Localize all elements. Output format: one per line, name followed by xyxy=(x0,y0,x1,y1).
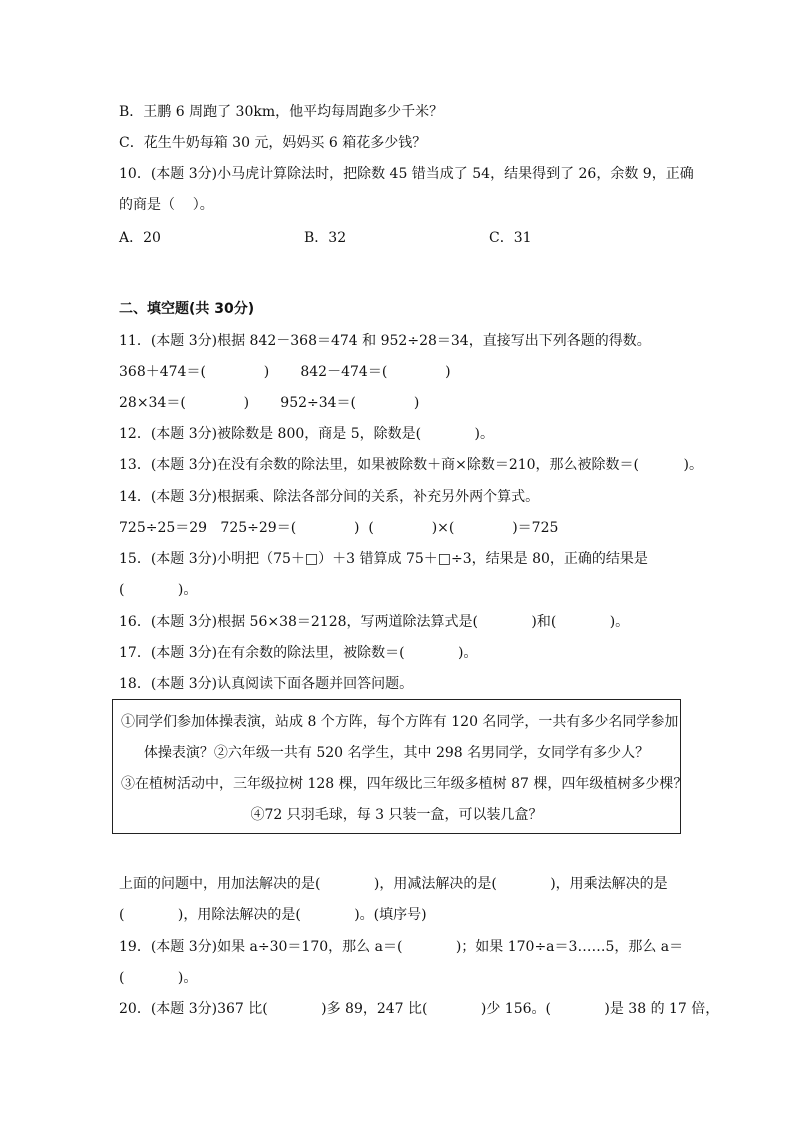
q15-line-1: 15．(本题 3分)小明把（75＋□）＋3 错算成 75＋□÷3，结果是 80，正确的结果是 xyxy=(119,551,648,567)
section-2-title: 二、填空题(共 30分) xyxy=(119,301,255,317)
q11-line-3: 28×34＝( ) 952÷34＝( ) xyxy=(119,395,420,411)
q11-line-2: 368＋474＝( ) 842－474＝( ) xyxy=(119,364,451,380)
q10-line-2: 的商是（ ）。 xyxy=(119,197,214,213)
q18-box-line-2: 体操表演？②六年级一共有 520 名学生，其中 298 名男同学，女同学有多少人？ xyxy=(143,745,650,761)
q18-box-line-1: ①同学们参加体操表演，站成 8 个方阵，每个方阵有 120 名同学，一共有多少名同学参加 xyxy=(121,714,679,730)
q13: 13．(本题 3分)在没有余数的除法里，如果被除数＋商×除数＝210，那么被除数＝( )。 xyxy=(119,457,703,473)
q10-line-1: 10．(本题 3分)小马虎计算除法时，把除数 45 错当成了 54，结果得到了 26，余数 9，正确 xyxy=(119,166,694,182)
q9-option-b: B．王鹏 6 周跑了 30km，他平均每周跑多少千米？ xyxy=(119,104,444,120)
q18-box-line-4: ④72 只羽毛球，每 3 只装一盒，可以装几盒？ xyxy=(250,807,543,823)
q18-question-box xyxy=(112,699,688,834)
q11-line-1: 11．(本题 3分)根据 842－368＝474 和 952÷28＝34，直接写出下列各题的得数。 xyxy=(119,333,651,349)
q15-line-2: ( )。 xyxy=(119,582,198,598)
q17: 17．(本题 3分)在有余数的除法里，被除数＝( )。 xyxy=(119,645,478,661)
q18-after-line-1: 上面的问题中，用加法解决的是( )，用减法解决的是( )，用乘法解决的是 xyxy=(119,876,668,892)
q14-line-2: 725÷25＝29 725÷29＝( ) ( )×( )＝725 xyxy=(119,520,559,536)
q16: 16．(本题 3分)根据 56×38＝2128，写两道除法算式是( )和( )。 xyxy=(119,614,630,630)
q10-option-c: C．31 xyxy=(489,230,532,246)
q14-line-1: 14．(本题 3分)根据乘、除法各部分间的关系，补充另外两个算式。 xyxy=(119,489,540,505)
q12: 12．(本题 3分)被除数是 800，商是 5，除数是( )。 xyxy=(119,426,494,442)
q19-line-2: ( )。 xyxy=(119,970,198,986)
q18-line-1: 18．(本题 3分)认真阅读下面各题并回答问题。 xyxy=(119,676,414,692)
q10-option-b: B．32 xyxy=(304,230,347,246)
q18-box-line-3: ③在植树活动中，三年级拉树 128 棵，四年级比三年级多植树 87 棵，四年级植树多少棵？ xyxy=(121,776,688,792)
q19-line-1: 19．(本题 3分)如果 a÷30＝170，那么 a＝( )；如果 170÷a＝3……5，那么 a＝ xyxy=(119,939,684,955)
q20-line-1: 20．(本题 3分)367 比( )多 89，247 比( )少 156。( )是 38 的 17 倍， xyxy=(119,1001,720,1017)
q18-after-line-2: ( )，用除法解决的是( )。(填序号) xyxy=(119,907,427,923)
q10-option-a: A．20 xyxy=(119,230,161,246)
q9-option-c: C．花生牛奶每箱 30 元，妈妈买 6 箱花多少钱？ xyxy=(119,135,427,151)
